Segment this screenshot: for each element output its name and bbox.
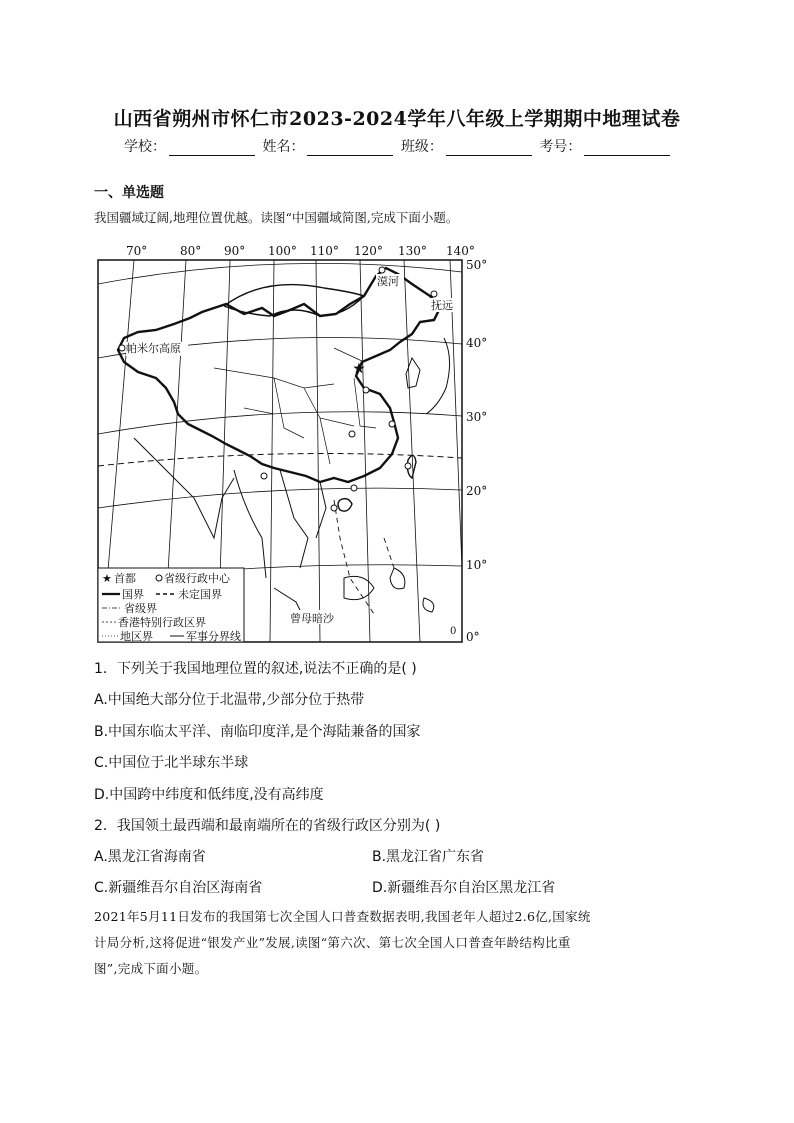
china-territory-map [94, 238, 494, 648]
legend-national-border: 国界 [122, 588, 144, 601]
question-1-stem: 1．下列关于我国地理位置的叙述,说法不正确的是( ) [94, 661, 417, 677]
lon-label: 90° [224, 244, 246, 258]
legend-center-icon [156, 575, 162, 581]
lat-label: 40° [466, 336, 488, 350]
lon-label: 120° [354, 244, 383, 258]
legend-provincial-center: 省级行政中心 [164, 572, 230, 585]
question-1-option-c[interactable]: C.中国位于北半球东半球 [94, 755, 249, 771]
question-2-option-c[interactable]: C.新疆维吾尔自治区海南省 [94, 880, 263, 896]
question-1-option-d[interactable]: D.中国跨中纬度和低纬度,没有高纬度 [94, 787, 324, 803]
question-2-option-b[interactable]: B.黑龙江省广东省 [372, 849, 485, 865]
passage-line: 图”,完成下面小题。 [94, 961, 208, 976]
class-blank[interactable] [446, 141, 532, 156]
legend-capital-icon: ★ [102, 572, 112, 585]
passage [94, 904, 714, 982]
student-info-row [124, 136, 673, 156]
lon-label: 80° [180, 244, 202, 258]
lat-label: 0° [466, 630, 480, 644]
legend-sar-border: 香港特别行政区界 [118, 616, 206, 629]
question-1-option-a[interactable]: A.中国绝大部分位于北温带,少部分位于热带 [94, 692, 365, 708]
map-legend [98, 568, 244, 643]
legend-provincial-border: 省级界 [124, 602, 157, 615]
section-title: 一、单选题 [94, 185, 164, 201]
exam-no-blank[interactable] [584, 141, 670, 156]
provincial-center-icon [331, 505, 337, 511]
lat-label: 10° [466, 558, 488, 572]
place-fuyuan: 抚远 [431, 299, 453, 312]
lat-label: 50° [466, 258, 488, 272]
provincial-center-icon [363, 387, 369, 393]
question-1-option-b[interactable]: B.中国东临太平洋、南临印度洋,是个海陆兼备的国家 [94, 724, 421, 740]
place-mohe: 漠河 [377, 275, 399, 288]
provincial-center-icon [405, 463, 411, 469]
question-2-stem: 2．我国领土最西端和最南端所在的省级行政区分别为( ) [94, 818, 441, 834]
passage-line: 计局分析,这将促进“银发产业”发展,读图“第六次、第七次全国人口普查年龄结构比重 [94, 935, 571, 950]
provincial-center-icon [389, 421, 395, 427]
provincial-center-icon [349, 431, 355, 437]
name-blank[interactable] [307, 141, 393, 156]
lon-label: 70° [126, 244, 148, 258]
passage-line: 2021年5月11日发布的我国第七次全国人口普查数据表明,我国老年人超过2.6亿,国家统 [94, 909, 591, 924]
fuyuan-point-icon [431, 291, 437, 297]
question-2-option-d[interactable]: D.新疆维吾尔自治区黑龙江省 [372, 880, 556, 896]
question-2-option-a[interactable]: A.黑龙江省海南省 [94, 849, 206, 865]
pamir-point-icon [119, 345, 125, 351]
exam-no-label: 考号： [539, 139, 582, 155]
section-intro: 我国疆域辽阔,地理位置优越。读图“中国疆域简图,完成下面小题。 [94, 210, 459, 225]
school-blank[interactable] [169, 141, 255, 156]
lat-label: 30° [466, 410, 488, 424]
legend-region-border: 地区界 [120, 630, 153, 643]
legend-military-line: 军事分界线 [186, 630, 241, 643]
legend-undefined-border: 未定国界 [178, 588, 222, 601]
class-label: 班级： [400, 139, 443, 155]
school-label: 学校： [124, 139, 166, 155]
lon-label: 140° [446, 244, 475, 258]
lon-label: 130° [398, 244, 427, 258]
place-pamir: 帕米尔高原 [126, 342, 181, 355]
lon-label: 100° [268, 244, 297, 258]
legend-capital: 首都 [114, 572, 136, 585]
capital-star-icon: ★ [354, 362, 364, 375]
scale-label: 0 [450, 626, 457, 637]
name-label: 姓名： [262, 139, 305, 155]
lat-label: 20° [466, 484, 488, 498]
provincial-center-icon [351, 485, 357, 491]
page-title: 山西省朔州市怀仁市2023-2024学年八年级上学期期中地理试卷 [113, 108, 681, 130]
lon-label: 110° [310, 244, 339, 258]
place-zengmu: 曾母暗沙 [290, 612, 334, 625]
mohe-point-icon [379, 267, 385, 273]
provincial-center-icon [261, 473, 267, 479]
